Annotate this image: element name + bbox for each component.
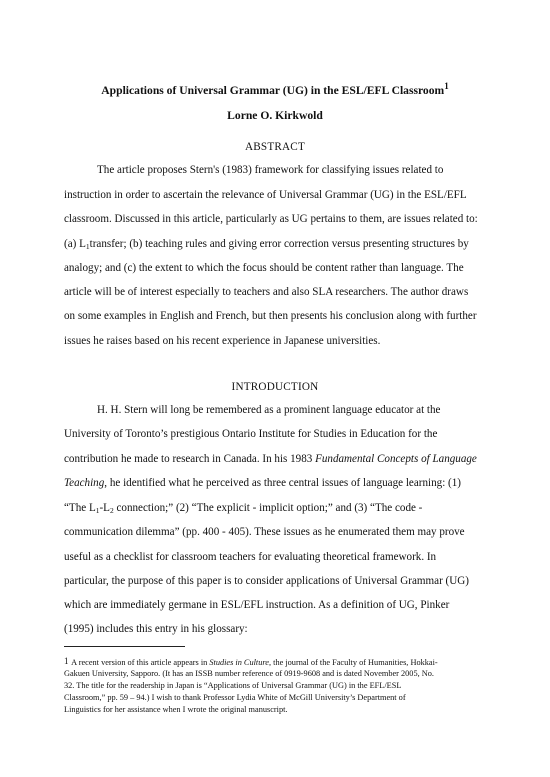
intro-line: particular, the purpose of this paper is to consider applications of Universal Grammar (UG) (64, 575, 469, 587)
abstract-line: issues he raises based on his recent experience in Japanese universities. (64, 335, 381, 347)
author-name: Lorne O. Kirkwold (227, 109, 323, 122)
paper-title (0, 81, 550, 97)
intro-line: communication dilemma” (pp. 400 - 405). These issues as he enumerated them may prove (64, 526, 465, 538)
footnote-divider (64, 646, 185, 647)
footnote-line: Linguistics for her assistance when I wrote the original manuscript. (64, 705, 288, 714)
intro-line: Teaching, he identified what he perceived as three central issues of language learning: (1) (64, 477, 461, 489)
footnote-line: Classroom,” pp. 59 – 94.) I wish to thank Professor Lydia White of McGill University’s Department of (64, 693, 406, 702)
intro-line: (1995) includes this entry in his glossary: (64, 623, 248, 635)
intro-line: which are immediately germane in ESL/EFL instruction. As a definition of UG, Pinker (64, 599, 450, 611)
intro-line: University of Toronto’s prestigious Ontario Institute for Studies in Education for the (64, 428, 438, 440)
abstract-line: instruction in order to ascertain the relevance of Universal Grammar (UG) in the ESL/EFL (64, 189, 467, 201)
intro-line: useful as a checklist for classroom teachers for evaluating theoretical framework. In (64, 551, 437, 563)
abstract-line: on some examples in English and French, but then presents his conclusion along with further (64, 310, 477, 322)
abstract-line: analogy; and (c) the extent to which the focus should be content rather than language. The (64, 262, 464, 274)
intro-line: H. H. Stern will long be remembered as a prominent language educator at the (97, 404, 441, 416)
abstract-line: (a) $L_1transfer$; (b) teaching rules and giving error correction versus presenting structures by (64, 238, 469, 251)
footnote-line: Gakuen University, Sapporo. (It has an ISSB number reference of 0919-9608 and is dated November 2005, No. (64, 669, 434, 678)
abstract-heading: ABSTRACT (244, 141, 306, 153)
footnote-line: 32. The title for the readership in Japan is “Applications of Universal Grammar (UG) in the EFL/ESL (64, 681, 402, 690)
title-text: Applications of Universal Grammar (UG) in the ESL/EFL Classroom (101, 84, 445, 97)
intro-line: “The $L_1-L_2$ connection;” (2) “The explicit - implicit option;” and (3) “The code - (64, 502, 423, 515)
introduction-heading: INTRODUCTION (231, 381, 319, 393)
book-title-italic: Teaching (64, 477, 105, 489)
abstract-line: The article proposes Stern's (1983) framework for classifying issues related to (97, 164, 444, 176)
footnote-line: $^1$ A recent version of this article appears in Studies in Culture, the journal of the Faculty of Humanities, Hokkai- (64, 656, 438, 667)
abstract-line: article will be of interest especially to teachers and also SLA researchers. The author draws (64, 286, 469, 298)
abstract-line: classroom. Discussed in this article, particularly as UG pertains to them, are issues related to: (64, 213, 478, 225)
book-title-italic: Fundamental Concepts of Language (315, 453, 477, 465)
intro-line: contribution he made to research in Canada. In his 1983 Fundamental Concepts of Language (64, 453, 477, 465)
title-footnote-marker: 1 (444, 81, 449, 91)
